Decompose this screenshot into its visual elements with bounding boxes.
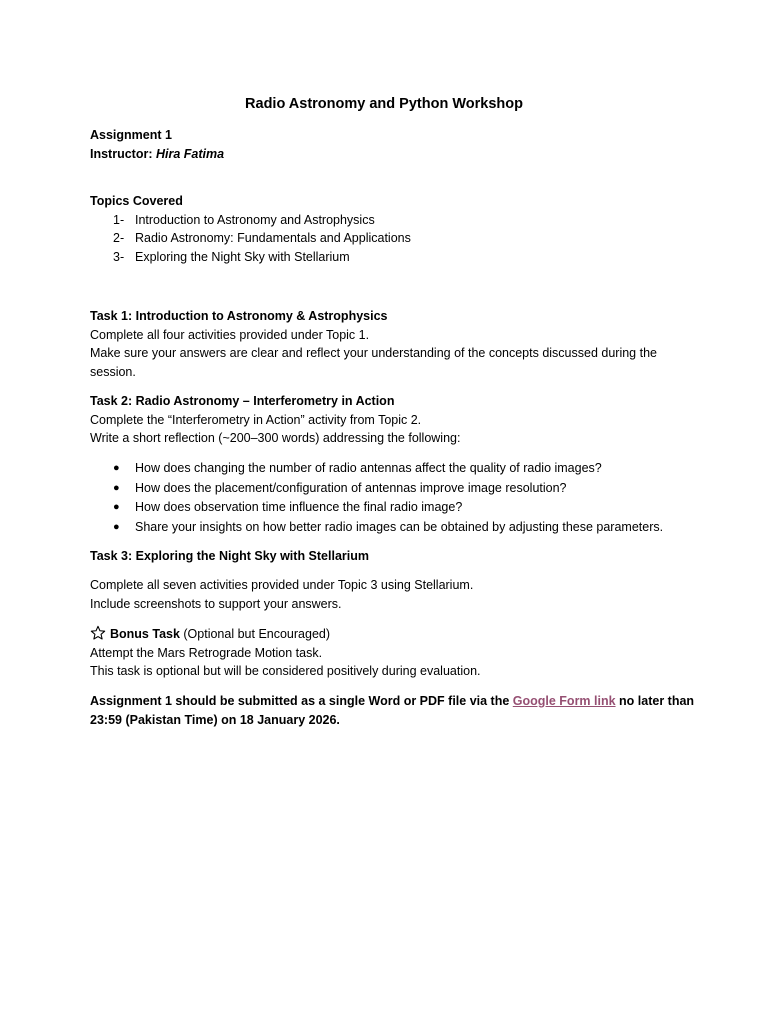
task2-bullet-list	[90, 459, 690, 538]
bullet-icon: ●	[113, 462, 120, 474]
submission-deadline: 23:59 (Pakistan Time) on 18 January 2026.	[90, 712, 340, 727]
task3-body	[90, 576, 690, 613]
task3-section	[90, 547, 690, 566]
bullet-icon: ●	[113, 501, 120, 514]
topics-heading: Topics Covered	[90, 194, 183, 208]
topics-section	[90, 192, 690, 267]
assignment-header	[90, 126, 690, 163]
list-item: ● How does the placement/configuration of antennas improve image resolution?	[90, 479, 690, 499]
task2-bullets-block	[90, 459, 690, 538]
list-item: 3- Exploring the Night Sky with Stellarium	[113, 250, 350, 265]
bullet-icon: ●	[113, 481, 120, 494]
bonus-note: (Optional but Encouraged)	[179, 627, 331, 641]
star-outline-icon	[90, 625, 106, 641]
list-item: 1- Introduction to Astronomy and Astrophysics	[113, 212, 375, 227]
task2-line: Complete the “Interferometry in Action” activity from Topic 2.	[90, 412, 422, 427]
task1-line: session.	[90, 365, 136, 380]
task1-section	[90, 307, 690, 382]
instructor-name: Hira Fatima	[155, 146, 225, 161]
list-item: 2- Radio Astronomy: Fundamentals and Applications	[113, 231, 411, 246]
list-item: ● Share your insights on how better radio images can be obtained by adjusting these parameters.	[90, 518, 690, 538]
submission-line: Assignment 1 should be submitted as a single Word or PDF file via the Google Form link no later than	[90, 694, 695, 708]
document-title: Radio Astronomy and Python Workshop	[245, 96, 523, 112]
list-item: ● How does observation time influence the final radio image?	[90, 498, 690, 518]
task3-line: Complete all seven activities provided under Topic 3 using Stellarium.	[90, 578, 474, 592]
bonus-heading-line	[90, 625, 690, 644]
list-item: ● How does changing the number of radio antennas affect the quality of radio images?	[90, 459, 690, 479]
bonus-heading: Bonus Task	[110, 627, 180, 641]
task2-section	[90, 392, 690, 448]
task1-line: Make sure your answers are clear and reflect your understanding of the concepts discussed during the	[90, 346, 657, 361]
submission-section	[90, 692, 695, 729]
task1-heading: Task 1: Introduction to Astronomy & Astrophysics	[90, 309, 388, 323]
task3-heading: Task 3: Exploring the Night Sky with Stellarium	[90, 549, 369, 563]
task2-heading: Task 2: Radio Astronomy – Interferometry in Action	[90, 394, 395, 408]
bullet-icon: ●	[113, 521, 120, 534]
instructor-line	[90, 145, 690, 164]
instructor-label: Instructor:	[90, 146, 156, 161]
google-form-link[interactable]: Google Form link	[512, 694, 616, 708]
task3-line: Include screenshots to support your answers.	[90, 596, 342, 611]
assignment-label: Assignment 1	[90, 128, 172, 142]
topics-list	[90, 211, 690, 267]
bonus-line: This task is optional but will be considered positively during evaluation.	[90, 664, 481, 679]
task2-line: Write a short reflection (~200–300 words) addressing the following:	[90, 431, 461, 446]
task1-line: Complete all four activities provided under Topic 1.	[90, 327, 370, 342]
bonus-section	[90, 625, 690, 681]
bonus-line: Attempt the Mars Retrograde Motion task.	[90, 645, 323, 660]
